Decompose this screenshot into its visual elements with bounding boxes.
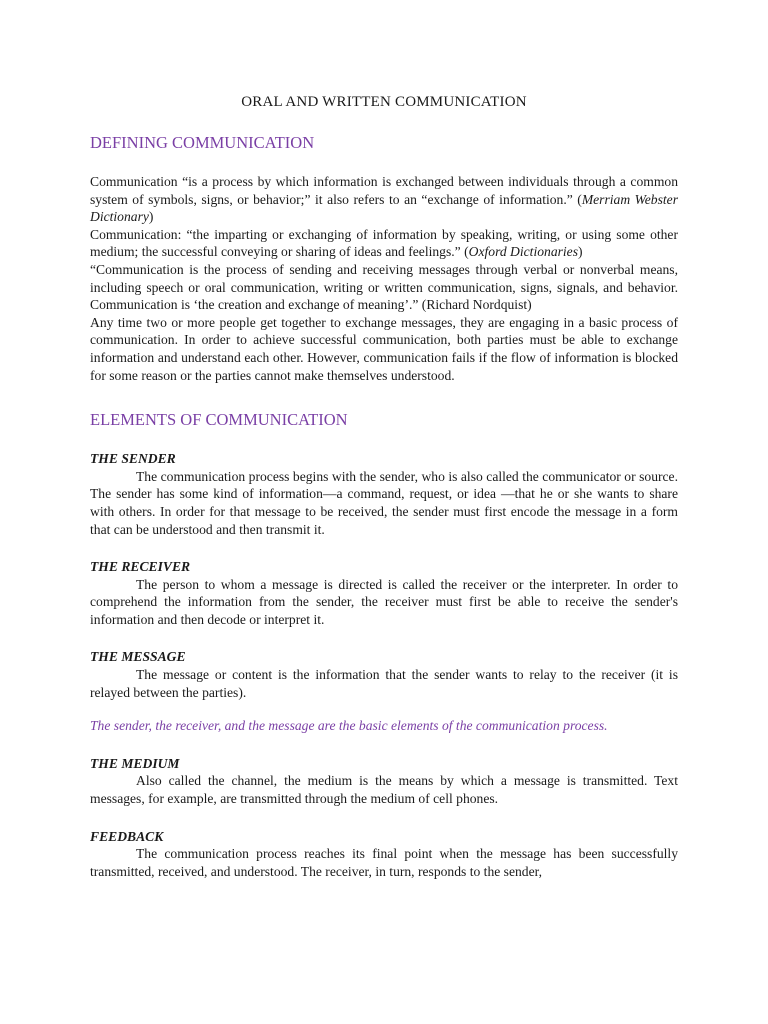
paragraph-communication-process: Any time two or more people get together to exchange messages, they are engaging in a basic process of communication. In order to achieve successful communication, both parties must be able to exchange information and understand each other. However, communication fails if the flow of information is blocked for some reason or the parties cannot make themselves understood. — [90, 314, 678, 383]
definition-merriam-webster — [90, 173, 678, 226]
paragraph-feedback: The communication process reaches its final point when the message has been successfully transmitted, received, and understood. The receiver, in turn, responds to the sender, — [90, 846, 678, 879]
paragraph-sender: The communication process begins with the sender, who is also called the communicator or source. The sender has some kind of information—a command, request, or idea —that he or she wants to share with others. In order for that message to be received, the sender must first encode the message in a form that can be understood and then transmit it. — [90, 468, 678, 537]
source-citation: Oxford Dictionaries — [468, 244, 579, 260]
subheading-receiver: THE RECEIVER — [90, 559, 191, 575]
definition-oxford — [90, 226, 678, 261]
paragraph-receiver: The person to whom a message is directed is called the receiver or the interpreter. In order to comprehend the information from the sender, the receiver must first be able to receive the sender's information and then decode or interpret it. — [90, 576, 678, 627]
paragraph-message: The message or content is the information that the sender wants to relay to the receiver (it is relayed between the parties). — [90, 667, 678, 700]
subheading-medium: THE MEDIUM — [90, 755, 180, 771]
subheading-message: THE MESSAGE — [90, 649, 186, 665]
definition-nordquist: “Communication is the process of sending and receiving messages through verbal or nonverbal means, including speech or oral communication, writing or written communication, signs, signals, and behavior. Communication is ‘the creation and exchange of meaning’.” (Richard Nordquist) — [90, 261, 678, 313]
callout-basic-elements: The sender, the receiver, and the message are the basic elements of the communication process. — [90, 718, 608, 734]
section-heading-elements: ELEMENTS OF COMMUNICATION — [90, 410, 348, 430]
document-title: ORAL AND WRITTEN COMMUNICATION — [241, 94, 527, 110]
paragraph-medium: Also called the channel, the medium is the means by which a message is transmitted. Text messages, for example, are transmitted through the medium of cell phones. — [90, 773, 678, 807]
definition-text: Communication “is a process by which information is exchanged between individuals through a common system of symbols, signs, or behavior;” it also refers to an “exchange of information.” ( — [90, 174, 678, 207]
subheading-feedback: FEEDBACK — [90, 828, 164, 844]
section-heading-defining: DEFINING COMMUNICATION — [90, 133, 315, 152]
subheading-sender: THE SENDER — [90, 451, 176, 467]
definition-close: ) — [148, 209, 154, 225]
definition-close: ) — [578, 244, 583, 260]
source-citation: Merriam Webster Dictionary — [90, 191, 678, 225]
definition-text: Communication: “the imparting or exchanging of information by speaking, writing, or using some other medium; the successful conveying or sharing of ideas and feelings.” ( — [90, 226, 678, 260]
